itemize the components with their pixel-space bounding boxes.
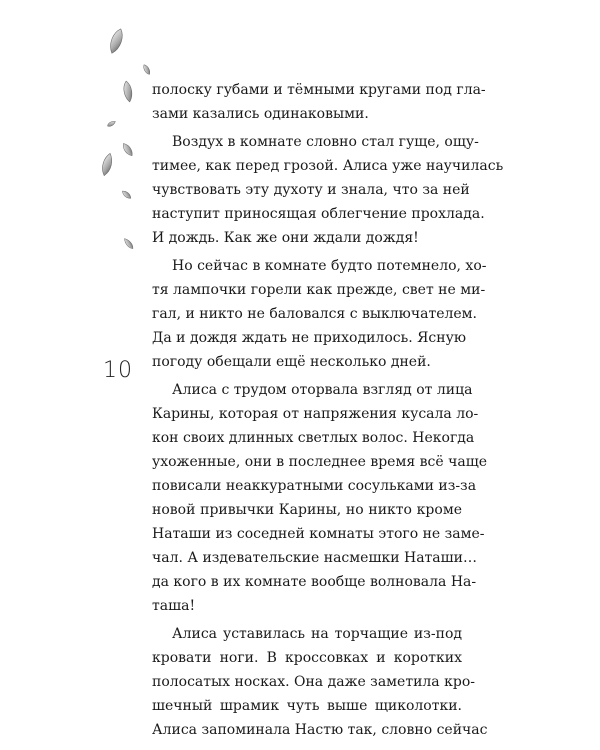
text-line: Да и дождя ждать не приходилось. Ясную xyxy=(152,330,467,346)
text-line: И дождь. Как же они ждали дождя! xyxy=(152,230,419,246)
petal-1 xyxy=(107,27,125,55)
text-line: зами казались одинаковыми. xyxy=(152,106,369,122)
body-text xyxy=(152,78,504,742)
text-line: Алиса уставилась на торчащие из-под xyxy=(172,626,462,642)
text-line: таша! xyxy=(152,598,196,614)
text-line: Наташи из соседней комнаты этого не заме- xyxy=(152,526,485,542)
petal-3 xyxy=(122,81,133,103)
text-line: шечный шрамик чуть выше щиколотки. xyxy=(152,698,462,714)
petal-7 xyxy=(121,189,132,200)
petal-5 xyxy=(121,142,135,158)
text-line: Но сейчас в комнате будто потемнело, хо- xyxy=(172,258,487,274)
text-line: ухоженные, они в последнее время всё чаще xyxy=(152,454,488,470)
text-line: повисали неаккуратными сосульками из-за xyxy=(152,478,477,494)
text-line: Алиса с трудом оторвала взгляд от лица xyxy=(172,382,473,398)
text-line: кон своих длинных светлых волос. Некогда xyxy=(152,430,475,446)
text-line: полоску губами и тёмными кругами под гла- xyxy=(152,82,486,98)
text-line: Алиса запоминала Настю так, словно сейчас xyxy=(152,722,488,738)
petal-8 xyxy=(123,237,135,250)
text-line: чал. А издевательские насмешки Наташи… xyxy=(152,550,477,566)
page-number: 10 xyxy=(103,358,133,383)
text-line: Воздух в комнате словно стал гуще, ощу- xyxy=(172,134,479,150)
text-line: тимее, как перед грозой. Алиса уже научилась xyxy=(152,158,504,174)
petal-6 xyxy=(100,152,114,176)
petal-2 xyxy=(142,64,151,76)
text-line: гал, и никто не баловался с выключателем. xyxy=(152,306,478,322)
text-line: наступит приносящая облегчение прохлада. xyxy=(152,206,485,222)
text-line: тя лампочки горели как прежде, свет не ми- xyxy=(152,282,486,298)
text-line: Карины, которая от напряжения кусала ло- xyxy=(152,406,479,422)
petal-4 xyxy=(107,120,117,128)
text-line: погоду обещали ещё несколько дней. xyxy=(152,354,431,370)
text-line: новой привычки Карины, но никто кроме xyxy=(152,502,462,518)
text-line: да кого в их комнате вообще волновала На- xyxy=(152,574,477,590)
text-line: кровати ноги. В кроссовках и коротких xyxy=(152,650,462,666)
text-line: чувствовать эту духоту и знала, что за ней xyxy=(152,182,470,198)
text-line: полосатых носках. Она даже заметила кро- xyxy=(152,674,475,690)
